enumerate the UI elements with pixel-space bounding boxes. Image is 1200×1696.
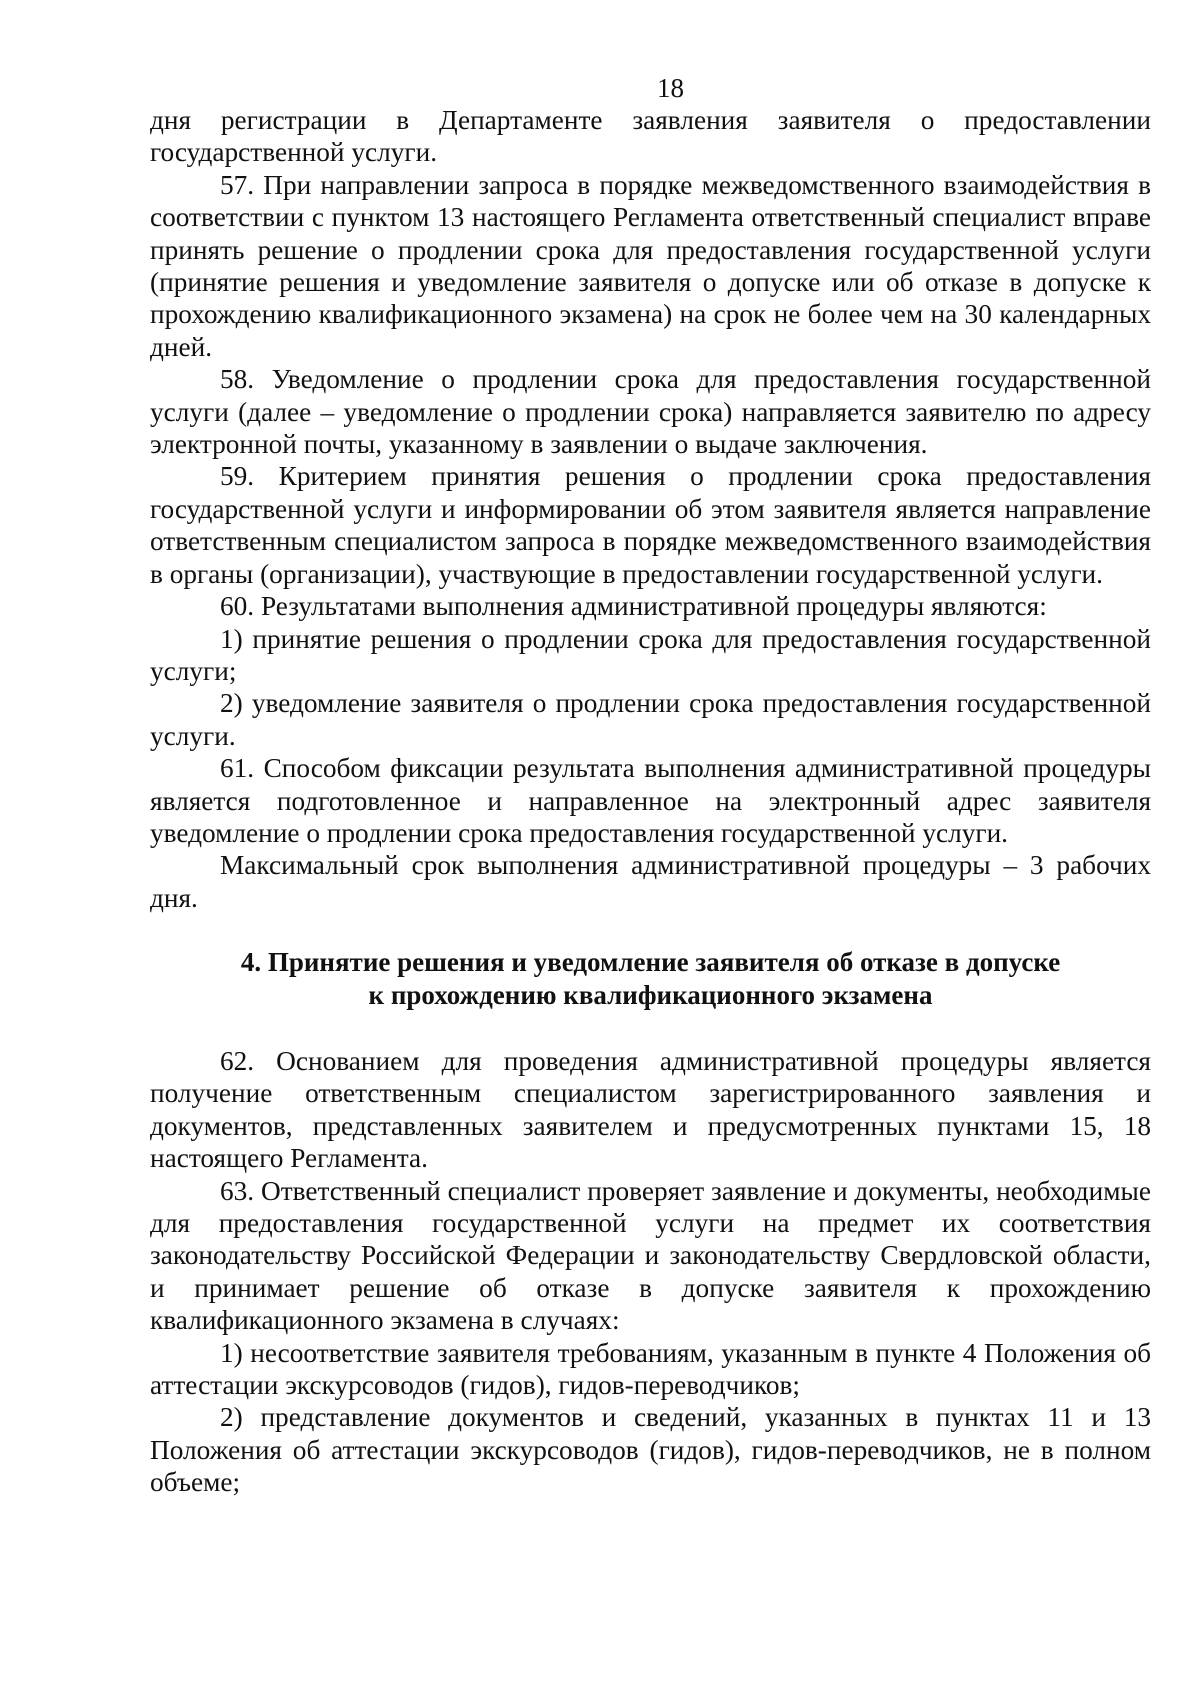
section-heading <box>150 946 1151 1011</box>
paragraph-57: 57. При направлении запроса в порядке межведомственного взаимодействия в соответствии с пунктом 13 настоящего Регламента ответственный специалист вправе принять решение о продлении срока для предоставления государственной услуги (принятие решения и уведомление заявителя о допуске или об отказе в допуске к прохождению квалификационного экзамена) на срок не более чем на 30 календарных дней. <box>150 169 1151 362</box>
paragraph-61: 61. Способом фиксации результата выполнения административной процедуры является подготовленное и направленное на электронный адрес заявителя уведомление о продлении срока предоставления государственной услуги. <box>150 753 1151 848</box>
paragraph-60: 60. Результатами выполнения административной процедуры являются: <box>220 591 1047 622</box>
paragraph-60-item-1: 1) принятие решения о продлении срока для предоставления государственной услуги; <box>150 623 1151 686</box>
paragraph-60-item-2: 2) уведомление заявителя о продлении срока предоставления государственной услуги. <box>150 688 1151 751</box>
page-number: 18 <box>657 73 684 103</box>
paragraph-58: 58. Уведомление о продлении срока для предоставления государственной услуги (далее – уведомление о продлении срока) направляется заявителю по адресу электронной почты, указанному в заявлении о выдаче заключения. <box>150 364 1151 460</box>
paragraph-61-max-term: Максимальный срок выполнения административной процедуры – 3 рабочих дня. <box>150 850 1151 913</box>
section-heading-line-1: 4. Принятие решения и уведомление заявителя об отказе в допуске <box>240 947 1061 978</box>
paragraph-62: 62. Основанием для проведения административной процедуры является получение ответственным специалистом зарегистрированного заявления и документов, представленных заявителем и предусмотренных пунктами 15, 18 настоящего Регламента. <box>150 1045 1151 1174</box>
paragraph-continuation: дня регистрации в Департаменте заявления заявителя о предоставлении государственной услуги. <box>150 105 1151 168</box>
paragraph-63-item-1: 1) несоответствие заявителя требованиям, указанным в пункте 4 Положения об аттестации экскурсоводов (гидов), гидов-переводчиков; <box>150 1337 1151 1401</box>
document-page <box>150 72 1151 1499</box>
paragraph-63-item-2: 2) представление документов и сведений, указанных в пунктах 11 и 13 Положения об аттестации экскурсоводов (гидов), гидов-переводчиков, не в полном объеме; <box>150 1402 1151 1498</box>
paragraphs-top <box>150 104 1151 914</box>
section-heading-line-2: к прохождению квалификационного экзамена <box>368 979 933 1010</box>
paragraph-63: 63. Ответственный специалист проверяет заявление и документы, необходимые для предоставления государственной услуги на предмет их соответствия законодательству Российской Федерации и законодательству Свердловской области, и принимает решение об отказе в допуске заявителя к прохождению квалификационного экзамена в случаях: <box>150 1175 1151 1336</box>
paragraphs-bottom <box>150 1045 1151 1499</box>
paragraph-59: 59. Критерием принятия решения о продлении срока предоставления государственной услуги и информировании об этом заявителя является направление ответственным специалистом запроса в порядке межведомственного взаимодействия в органы (организации), участвующие в предоставлении государственной услуги. <box>150 461 1151 589</box>
